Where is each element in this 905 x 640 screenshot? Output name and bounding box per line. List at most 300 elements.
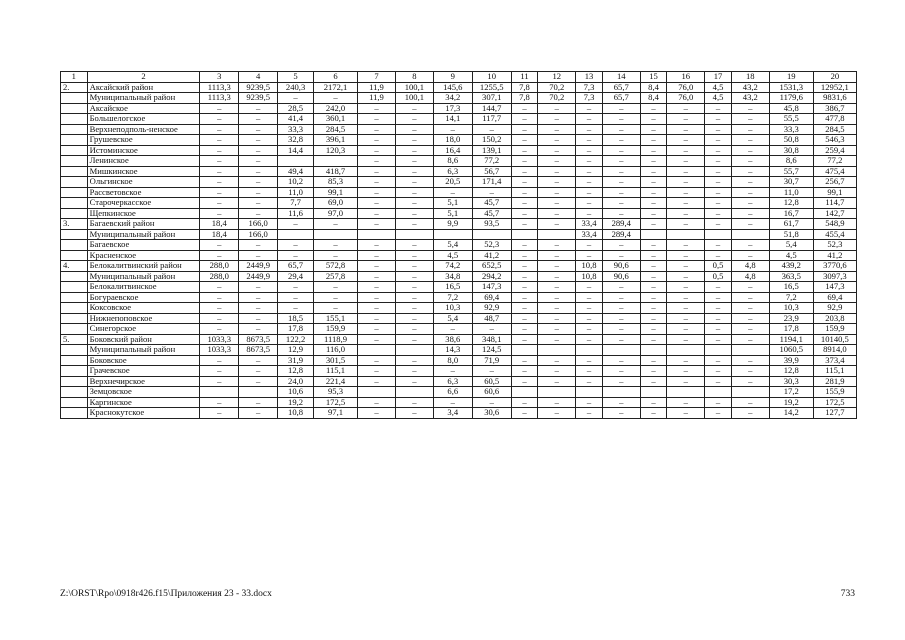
value-cell: – — [640, 124, 667, 135]
value-cell: – — [395, 408, 433, 419]
value-cell: – — [576, 187, 603, 198]
table-row — [61, 261, 857, 272]
column-number: 18 — [731, 72, 769, 83]
value-cell: – — [538, 303, 576, 314]
value-cell: – — [705, 240, 732, 251]
value-cell: – — [200, 124, 239, 135]
value-cell: – — [640, 156, 667, 167]
column-number: 13 — [576, 72, 603, 83]
value-cell: – — [314, 250, 358, 261]
value-cell: – — [511, 114, 538, 125]
value-cell: – — [705, 334, 732, 345]
value-cell: 281,9 — [813, 376, 856, 387]
value-cell: – — [667, 208, 705, 219]
value-cell: 10,3 — [769, 303, 813, 314]
value-cell: 65,7 — [602, 93, 640, 104]
value-cell: 294,2 — [472, 271, 511, 282]
value-cell: 10,8 — [576, 271, 603, 282]
value-cell: 45,8 — [769, 103, 813, 114]
value-cell: – — [602, 177, 640, 188]
value-cell: – — [705, 292, 732, 303]
value-cell: – — [511, 271, 538, 282]
value-cell: – — [200, 145, 239, 156]
value-cell: – — [576, 303, 603, 314]
value-cell: – — [395, 240, 433, 251]
value-cell: – — [358, 177, 396, 188]
value-cell: – — [239, 376, 278, 387]
value-cell: – — [200, 313, 239, 324]
footer-file-path: Z:\ORST\Rpo\0918r426.f15\Приложения 23 - 33.docx — [60, 589, 272, 599]
value-cell: – — [667, 355, 705, 366]
territory-name-cell: Муниципальный район — [87, 93, 200, 104]
value-cell: 41,2 — [813, 250, 856, 261]
value-cell: 4,5 — [433, 250, 472, 261]
value-cell: 33,3 — [769, 124, 813, 135]
value-cell: 10,2 — [278, 177, 314, 188]
value-cell: 23,9 — [769, 313, 813, 324]
value-cell: – — [358, 408, 396, 419]
value-cell: 56,7 — [472, 166, 511, 177]
value-cell: – — [731, 355, 769, 366]
value-cell: – — [576, 250, 603, 261]
value-cell — [239, 387, 278, 398]
value-cell: 65,7 — [602, 82, 640, 93]
value-cell: – — [358, 250, 396, 261]
value-cell: – — [705, 177, 732, 188]
value-cell: – — [576, 135, 603, 146]
value-cell: 455,4 — [813, 229, 856, 240]
value-cell: – — [705, 408, 732, 419]
value-cell: – — [395, 261, 433, 272]
row-number-cell — [61, 376, 88, 387]
value-cell: 52,3 — [472, 240, 511, 251]
value-cell: – — [395, 282, 433, 293]
value-cell: – — [667, 198, 705, 209]
value-cell: – — [395, 114, 433, 125]
value-cell: 92,9 — [472, 303, 511, 314]
territory-name-cell: Щепкинское — [87, 208, 200, 219]
value-cell: – — [239, 166, 278, 177]
value-cell: 10140,5 — [813, 334, 856, 345]
column-number: 4 — [239, 72, 278, 83]
column-number: 16 — [667, 72, 705, 83]
value-cell: – — [472, 324, 511, 335]
value-cell: 115,1 — [314, 366, 358, 377]
value-cell: – — [538, 166, 576, 177]
value-cell: – — [705, 282, 732, 293]
value-cell — [433, 229, 472, 240]
value-cell: – — [576, 334, 603, 345]
value-cell: – — [511, 219, 538, 230]
value-cell: 9239,5 — [239, 82, 278, 93]
value-cell: – — [538, 324, 576, 335]
value-cell: – — [511, 397, 538, 408]
value-cell: 8673,5 — [239, 334, 278, 345]
value-cell: 30,6 — [472, 408, 511, 419]
value-cell: – — [640, 303, 667, 314]
value-cell: – — [640, 187, 667, 198]
value-cell: 76,0 — [667, 93, 705, 104]
row-number-cell: 2. — [61, 82, 88, 93]
value-cell: – — [358, 114, 396, 125]
value-cell: – — [395, 198, 433, 209]
value-cell — [705, 387, 732, 398]
value-cell: – — [395, 334, 433, 345]
value-cell: – — [705, 208, 732, 219]
value-cell: – — [511, 103, 538, 114]
value-cell: 55,7 — [769, 166, 813, 177]
value-cell: 18,0 — [433, 135, 472, 146]
value-cell: – — [640, 208, 667, 219]
territory-name-cell: Боковское — [87, 355, 200, 366]
value-cell: – — [511, 324, 538, 335]
value-cell: 122,2 — [278, 334, 314, 345]
value-cell: – — [667, 219, 705, 230]
value-cell: 60,5 — [472, 376, 511, 387]
value-cell: – — [395, 187, 433, 198]
value-cell: – — [705, 303, 732, 314]
value-cell: 16,4 — [433, 145, 472, 156]
value-cell: 19,2 — [769, 397, 813, 408]
value-cell: 8,6 — [769, 156, 813, 167]
value-cell: 2172,1 — [314, 82, 358, 93]
value-cell: 77,2 — [472, 156, 511, 167]
value-cell: 30,8 — [769, 145, 813, 156]
value-cell: – — [705, 135, 732, 146]
value-cell: – — [667, 114, 705, 125]
column-number: 7 — [358, 72, 396, 83]
value-cell: – — [200, 114, 239, 125]
territory-name-cell: Багаевское — [87, 240, 200, 251]
value-cell: – — [667, 313, 705, 324]
table-row — [61, 177, 857, 188]
value-cell: – — [395, 219, 433, 230]
value-cell — [314, 229, 358, 240]
territory-name-cell: Грушевское — [87, 135, 200, 146]
value-cell: 5,4 — [433, 240, 472, 251]
table-row — [61, 114, 857, 125]
value-cell: – — [667, 145, 705, 156]
value-cell: – — [538, 177, 576, 188]
value-cell — [511, 345, 538, 356]
value-cell: – — [667, 397, 705, 408]
value-cell: 3770,6 — [813, 261, 856, 272]
value-cell: – — [511, 240, 538, 251]
value-cell: 360,1 — [314, 114, 358, 125]
value-cell: – — [538, 366, 576, 377]
value-cell: – — [395, 208, 433, 219]
value-cell: – — [667, 408, 705, 419]
value-cell: 18,4 — [200, 229, 239, 240]
table-row — [61, 313, 857, 324]
value-cell: – — [640, 145, 667, 156]
column-number: 11 — [511, 72, 538, 83]
value-cell: – — [511, 334, 538, 345]
value-cell — [278, 229, 314, 240]
value-cell: – — [395, 366, 433, 377]
value-cell: 6,6 — [433, 387, 472, 398]
territory-name-cell: Синегорское — [87, 324, 200, 335]
value-cell: – — [239, 177, 278, 188]
value-cell: – — [538, 156, 576, 167]
value-cell: 12,8 — [278, 366, 314, 377]
value-cell: 142,7 — [813, 208, 856, 219]
value-cell: 45,7 — [472, 208, 511, 219]
value-cell: – — [640, 135, 667, 146]
value-cell: – — [667, 103, 705, 114]
value-cell — [705, 345, 732, 356]
value-cell: 7,2 — [769, 292, 813, 303]
value-cell: – — [576, 177, 603, 188]
value-cell: – — [200, 166, 239, 177]
value-cell: – — [576, 324, 603, 335]
value-cell: 348,1 — [472, 334, 511, 345]
value-cell — [511, 387, 538, 398]
value-cell: – — [731, 376, 769, 387]
territory-name-cell: Верхнеподполь-ненское — [87, 124, 200, 135]
value-cell: – — [602, 156, 640, 167]
value-cell: – — [358, 397, 396, 408]
table-row — [61, 271, 857, 282]
value-cell: 257,8 — [314, 271, 358, 282]
value-cell: 48,7 — [472, 313, 511, 324]
value-cell: – — [314, 93, 358, 104]
table-row — [61, 135, 857, 146]
row-number-cell — [61, 166, 88, 177]
value-cell: 1113,3 — [200, 82, 239, 93]
value-cell: 10,8 — [278, 408, 314, 419]
value-cell: 172,5 — [813, 397, 856, 408]
value-cell: – — [640, 355, 667, 366]
value-cell: 14,4 — [278, 145, 314, 156]
value-cell: 12,9 — [278, 345, 314, 356]
value-cell: 33,4 — [576, 219, 603, 230]
value-cell: – — [239, 135, 278, 146]
row-number-cell — [61, 387, 88, 398]
value-cell: – — [667, 250, 705, 261]
value-cell: 97,1 — [314, 408, 358, 419]
column-number: 1 — [61, 72, 88, 83]
row-number-cell — [61, 240, 88, 251]
value-cell: – — [576, 166, 603, 177]
territory-name-cell: Муниципальный район — [87, 345, 200, 356]
row-number-cell: 3. — [61, 219, 88, 230]
value-cell: 14,1 — [433, 114, 472, 125]
value-cell: – — [358, 240, 396, 251]
value-cell: – — [731, 282, 769, 293]
table-row — [61, 324, 857, 335]
value-cell: 307,1 — [472, 93, 511, 104]
value-cell: – — [239, 114, 278, 125]
row-number-cell — [61, 103, 88, 114]
value-cell: 147,3 — [472, 282, 511, 293]
value-cell: 1255,5 — [472, 82, 511, 93]
value-cell: – — [538, 250, 576, 261]
row-number-cell — [61, 292, 88, 303]
table-row — [61, 124, 857, 135]
value-cell: – — [314, 219, 358, 230]
value-cell: – — [538, 261, 576, 272]
value-cell: 14,3 — [433, 345, 472, 356]
column-number: 9 — [433, 72, 472, 83]
value-cell: – — [200, 408, 239, 419]
value-cell: – — [640, 282, 667, 293]
value-cell: 12,8 — [769, 198, 813, 209]
value-cell — [395, 345, 433, 356]
value-cell: – — [602, 250, 640, 261]
value-cell: – — [239, 198, 278, 209]
value-cell: – — [395, 103, 433, 114]
value-cell: 12952,1 — [813, 82, 856, 93]
table-row — [61, 282, 857, 293]
value-cell: 90,6 — [602, 271, 640, 282]
value-cell: – — [239, 282, 278, 293]
value-cell: – — [239, 250, 278, 261]
value-cell: 70,2 — [538, 82, 576, 93]
value-cell: – — [576, 208, 603, 219]
table-row — [61, 166, 857, 177]
value-cell: – — [731, 408, 769, 419]
territory-name-cell: Земцовское — [87, 387, 200, 398]
value-cell: 124,5 — [472, 345, 511, 356]
value-cell: – — [358, 261, 396, 272]
column-number: 12 — [538, 72, 576, 83]
value-cell — [538, 229, 576, 240]
value-cell: – — [602, 397, 640, 408]
value-cell: – — [602, 376, 640, 387]
value-cell: – — [395, 124, 433, 135]
table-row — [61, 345, 857, 356]
value-cell: 8,4 — [640, 93, 667, 104]
value-cell: – — [511, 124, 538, 135]
value-cell — [731, 345, 769, 356]
value-cell: 10,3 — [433, 303, 472, 314]
value-cell: 19,2 — [278, 397, 314, 408]
value-cell: – — [538, 355, 576, 366]
value-cell: – — [511, 250, 538, 261]
value-cell: – — [538, 240, 576, 251]
value-cell: 99,1 — [813, 187, 856, 198]
value-cell: – — [358, 282, 396, 293]
value-cell: – — [705, 156, 732, 167]
value-cell: – — [511, 282, 538, 293]
value-cell: 5,4 — [433, 313, 472, 324]
value-cell — [358, 345, 396, 356]
value-cell — [667, 387, 705, 398]
value-cell: 4,5 — [705, 93, 732, 104]
value-cell: 1113,3 — [200, 93, 239, 104]
value-cell: – — [358, 135, 396, 146]
value-cell: – — [602, 408, 640, 419]
value-cell: 61,7 — [769, 219, 813, 230]
value-cell — [395, 229, 433, 240]
column-number: 15 — [640, 72, 667, 83]
value-cell: – — [395, 313, 433, 324]
value-cell: 117,7 — [472, 114, 511, 125]
value-cell: 16,7 — [769, 208, 813, 219]
value-cell: – — [278, 282, 314, 293]
table-row — [61, 219, 857, 230]
territory-name-cell: Аксайский район — [87, 82, 200, 93]
value-cell: – — [511, 292, 538, 303]
value-cell: – — [538, 198, 576, 209]
value-cell: – — [278, 93, 314, 104]
row-number-cell — [61, 355, 88, 366]
value-cell: – — [200, 292, 239, 303]
value-cell: 4,8 — [731, 271, 769, 282]
value-cell: – — [667, 334, 705, 345]
value-cell: 546,3 — [813, 135, 856, 146]
value-cell: – — [472, 187, 511, 198]
value-cell: – — [731, 292, 769, 303]
value-cell: – — [705, 114, 732, 125]
value-cell: 28,5 — [278, 103, 314, 114]
column-number: 6 — [314, 72, 358, 83]
row-number-cell — [61, 145, 88, 156]
territory-name-cell: Белокалитвинское — [87, 282, 200, 293]
value-cell: – — [314, 292, 358, 303]
table-row — [61, 250, 857, 261]
value-cell: – — [239, 156, 278, 167]
value-cell: – — [472, 124, 511, 135]
value-cell: – — [395, 177, 433, 188]
value-cell: – — [731, 303, 769, 314]
value-cell: 69,0 — [314, 198, 358, 209]
value-cell: – — [358, 156, 396, 167]
value-cell: – — [731, 114, 769, 125]
value-cell: – — [239, 145, 278, 156]
value-cell: – — [239, 240, 278, 251]
value-cell: 242,0 — [314, 103, 358, 114]
value-cell: – — [667, 366, 705, 377]
value-cell: – — [640, 376, 667, 387]
row-number-cell — [61, 198, 88, 209]
value-cell: 6,3 — [433, 166, 472, 177]
value-cell: – — [731, 166, 769, 177]
value-cell: – — [511, 145, 538, 156]
value-cell: 288,0 — [200, 271, 239, 282]
value-cell: – — [200, 366, 239, 377]
value-cell: – — [667, 376, 705, 387]
value-cell: – — [602, 114, 640, 125]
territory-name-cell: Мишкинское — [87, 166, 200, 177]
value-cell: 8,0 — [433, 355, 472, 366]
value-cell: – — [705, 219, 732, 230]
territory-name-cell: Краснокутское — [87, 408, 200, 419]
value-cell: 20,5 — [433, 177, 472, 188]
value-cell: – — [395, 292, 433, 303]
value-cell: 69,4 — [813, 292, 856, 303]
value-cell: 33,4 — [576, 229, 603, 240]
value-cell: 11,0 — [769, 187, 813, 198]
value-cell: 16,5 — [769, 282, 813, 293]
value-cell: – — [667, 282, 705, 293]
value-cell: – — [239, 355, 278, 366]
value-cell: – — [358, 271, 396, 282]
value-cell: – — [538, 124, 576, 135]
value-cell: – — [731, 177, 769, 188]
value-cell — [395, 387, 433, 398]
value-cell: 5,4 — [769, 240, 813, 251]
value-cell: 10,8 — [576, 261, 603, 272]
row-number-cell — [61, 114, 88, 125]
value-cell: – — [705, 324, 732, 335]
value-cell: – — [640, 114, 667, 125]
value-cell: – — [640, 219, 667, 230]
value-cell — [358, 229, 396, 240]
value-cell — [640, 387, 667, 398]
value-cell: – — [576, 124, 603, 135]
